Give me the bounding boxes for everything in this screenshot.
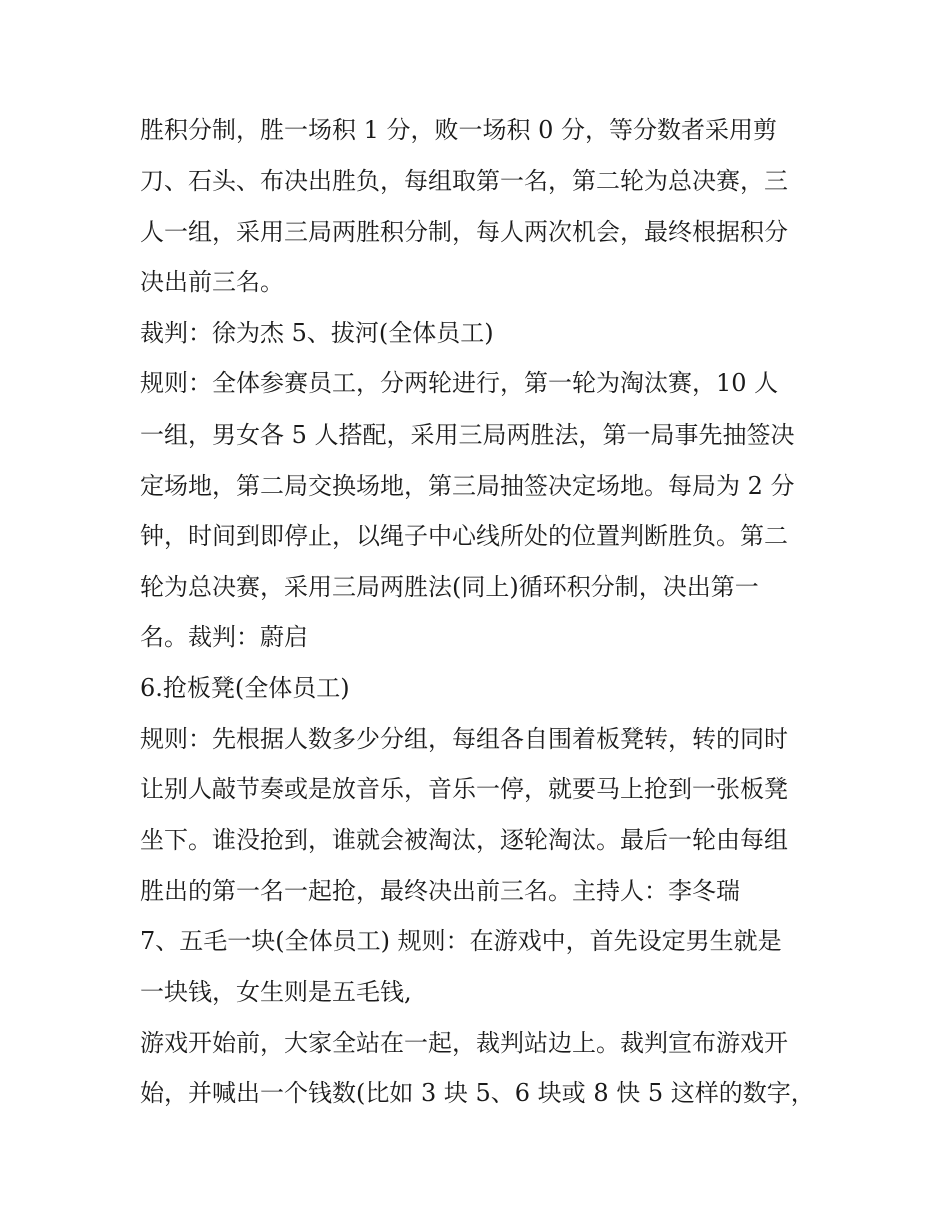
text-line: 让别人敲节奏或是放音乐，音乐一停，就要马上抢到一张板凳 — [140, 775, 788, 803]
text-line: 一块钱，女生则是五毛钱, — [140, 978, 412, 1006]
text-line: 名。裁判：蔚启 — [140, 623, 308, 651]
section-heading: 6.抢板凳(全体员工) — [140, 674, 350, 702]
text-line: 规则：全体参赛员工，分两轮进行，第一轮为淘汰赛，10 人 — [140, 369, 779, 397]
text-line: 游戏开始前，大家全站在一起，裁判站边上。裁判宣布游戏开 — [140, 1029, 788, 1057]
text-line: 7、五毛一块(全体员工) 规则：在游戏中，首先设定男生就是 — [140, 927, 782, 955]
text-line: 坐下。谁没抢到，谁就会被淘汰，逐轮淘汰。最后一轮由每组 — [140, 826, 788, 854]
text-line: 胜出的第一名一起抢，最终决出前三名。主持人：李冬瑞 — [140, 877, 740, 905]
text-line: 定场地，第二局交换场地，第三局抽签决定场地。每局为 2 分 — [140, 472, 795, 500]
text-line: 钟，时间到即停止，以绳子中心线所处的位置判断胜负。第二 — [140, 522, 788, 550]
text-line: 规则：先根据人数多少分组，每组各自围着板凳转，转的同时 — [140, 725, 788, 753]
text-line: 胜积分制，胜一场积 1 分，败一场积 0 分，等分数者采用剪 — [140, 116, 778, 144]
text-line: 轮为总决赛，采用三局两胜法(同上)循环积分制，决出第一 — [140, 573, 759, 601]
text-line: 一组，男女各 5 人搭配，采用三局两胜法，第一局事先抽签决 — [140, 421, 795, 449]
text-line: 刀、石头、布决出胜负，每组取第一名，第二轮为总决赛，三 — [140, 167, 788, 195]
text-line: 始，并喊出一个钱数(比如 3 块 5、6 块或 8 快 5 这样的数字， — [140, 1079, 815, 1107]
text-line: 裁判：徐为杰 5、拔河(全体员工) — [140, 319, 494, 347]
text-line: 人一组，采用三局两胜积分制，每人两次机会，最终根据积分 — [140, 218, 788, 246]
text-line: 决出前三名。 — [140, 268, 284, 296]
